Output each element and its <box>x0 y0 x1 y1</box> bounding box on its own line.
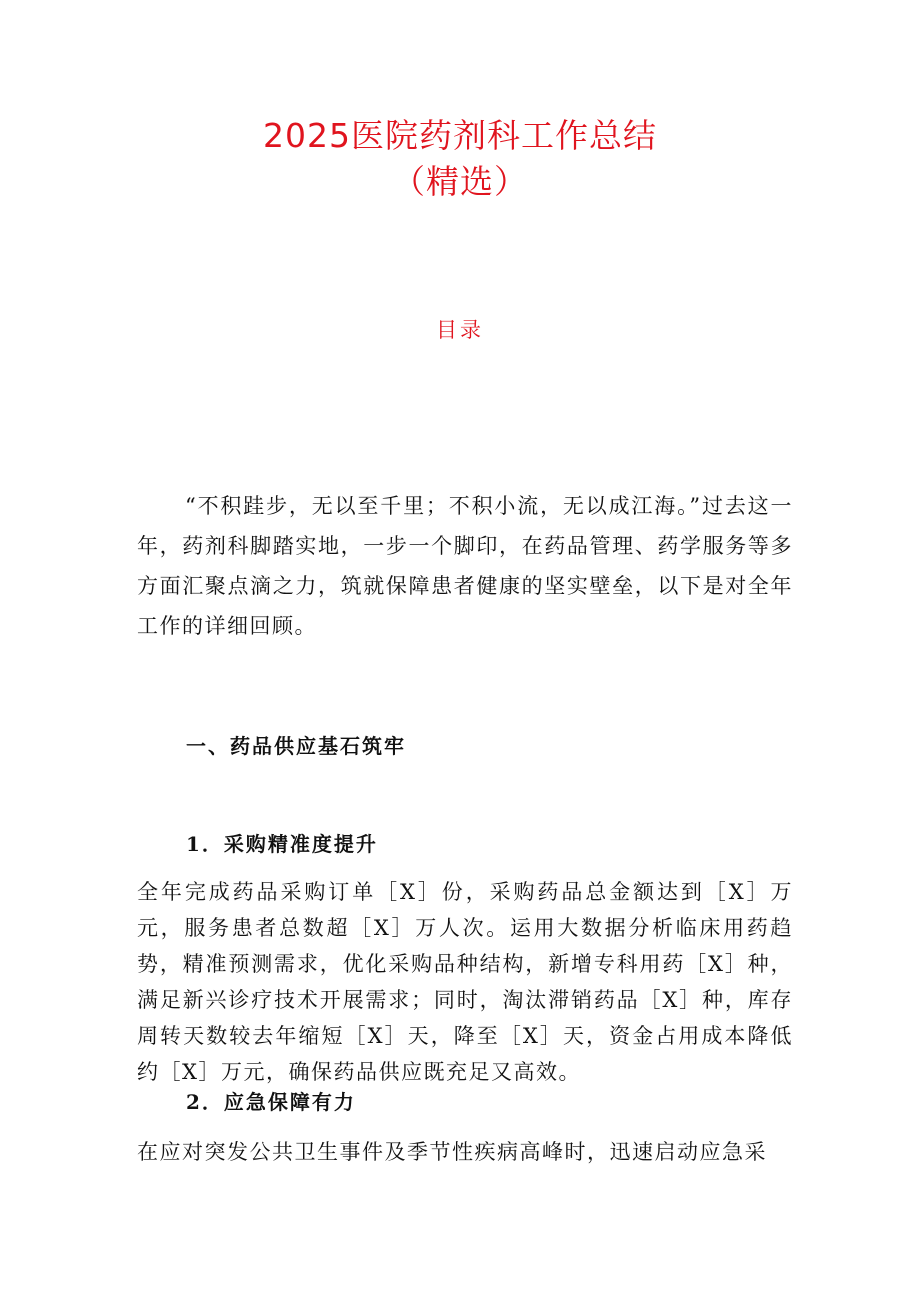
document-title: 2025医院药剂科工作总结 <box>263 116 657 155</box>
item-1-heading: 1．采购精准度提升 <box>186 832 378 856</box>
intro-paragraph: “不积跬步，无以至千里；不积小流，无以成江海。”过去这一年，药剂科脚踏实地，一步一个脚印，在药品管理、药学服务等多方面汇聚点滴之力，筑就保障患者健康的坚实壁垒，以下是对全年工作的详细回顾。 <box>137 494 793 638</box>
section-1-heading: 一、药品供应基石筑牢 <box>186 734 406 758</box>
table-of-contents-label: 目录 <box>436 318 484 342</box>
document-subtitle: （精选） <box>392 162 528 201</box>
item-2-heading: 2．应急保障有力 <box>186 1090 356 1114</box>
item-2-body: 在应对突发公共卫生事件及季节性疾病高峰时，迅速启动应急采 <box>137 1140 767 1164</box>
item-1-body: 全年完成药品采购订单［X］份，采购药品总金额达到［X］万元，服务患者总数超［X］万人次。运用大数据分析临床用药趋势，精准预测需求，优化采购品种结构，新增专科用药［X］种，满足新兴诊疗技术开展需求；同时，淘汰滞销药品［X］种，库存周转天数较去年缩短［X］天，降至［X］天，资金占用成本降低约［X］万元，确保药品供应既充足又高效。 <box>137 880 793 1084</box>
